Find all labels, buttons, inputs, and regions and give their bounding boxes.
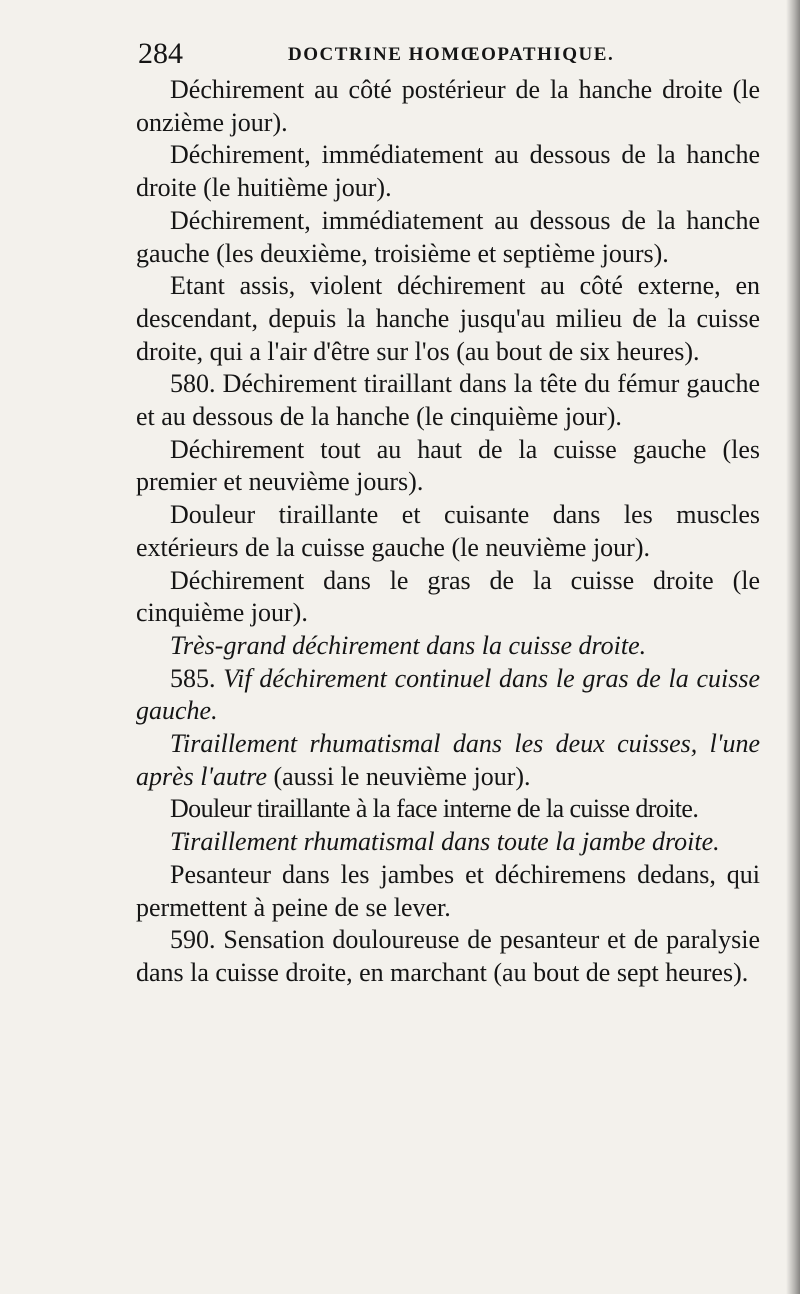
text-run: Déchirement, immédiatement au dessous de la hanche droite (le huitième jour). — [136, 140, 760, 203]
text-run: Douleur tiraillante et cuisante dans les muscles extérieurs de la cuisse gauche (le neuvième jour). — [136, 500, 760, 562]
paragraph — [136, 434, 760, 499]
page-edge-shadow — [786, 0, 800, 1294]
text-run: Pesanteur dans les jambes et déchiremens dedans, qui permettent à peine de se lever. — [136, 859, 760, 922]
paragraph — [136, 74, 760, 139]
italic-text-run: Vif déchirement continuel dans le gras de la cuisse gauche. — [136, 663, 761, 726]
page-body — [136, 74, 760, 990]
text-run: Déchirement tout au haut de la cuisse gauche (les premier et neuvième jours). — [136, 434, 760, 497]
paragraph — [136, 205, 760, 270]
paragraph — [136, 793, 760, 826]
paragraph — [136, 630, 760, 663]
italic-text-run: Tiraillement rhumatismal dans toute la jambe droite. — [170, 827, 720, 857]
paragraph — [136, 859, 760, 924]
text-run: 585. — [170, 663, 224, 693]
text-run: Douleur tiraillante à la face interne de la cuisse droite. — [170, 794, 699, 824]
running-head: DOCTRINE HOMŒOPATHIQUE. — [288, 44, 615, 65]
text-run: Déchirement, immédiatement au dessous de la hanche gauche (les deuxième, troisième et septième jours). — [136, 205, 760, 268]
paragraph — [136, 139, 760, 204]
paragraph — [136, 663, 760, 728]
page-number: 284 — [138, 37, 183, 70]
paragraph — [136, 924, 760, 989]
paragraph — [136, 826, 760, 859]
paragraph — [136, 728, 760, 793]
paragraph — [136, 368, 760, 433]
page-header — [138, 34, 768, 74]
text-run: Etant assis, violent déchirement au côté externe, en descendant, depuis la hanche jusqu'au milieu de la cuisse droite, qui a l'air d'être sur l'os (au bout de six heures). — [136, 271, 760, 366]
paragraph — [136, 499, 760, 564]
paragraph — [136, 270, 760, 368]
text-run: Déchirement dans le gras de la cuisse droite (le cinquième jour). — [136, 565, 760, 628]
text-run: (aussi le neuvième jour). — [266, 761, 531, 791]
text-run: 590. Sensation douloureuse de pesanteur et de paralysie dans la cuisse droite, en marchant (au bout de sept heures). — [136, 925, 760, 987]
text-run: 580. Déchirement tiraillant dans la tête du fémur gauche et au dessous de la hanche (le cinquième jour). — [136, 369, 760, 432]
paragraph — [136, 565, 760, 630]
italic-text-run: Tiraillement rhumatismal dans les deux cuisses, l'une après l'autre — [136, 729, 760, 791]
italic-text-run: Très-grand déchirement dans la cuisse droite. — [170, 630, 647, 660]
text-run: Déchirement au côté postérieur de la hanche droite (le onzième jour). — [136, 75, 760, 137]
